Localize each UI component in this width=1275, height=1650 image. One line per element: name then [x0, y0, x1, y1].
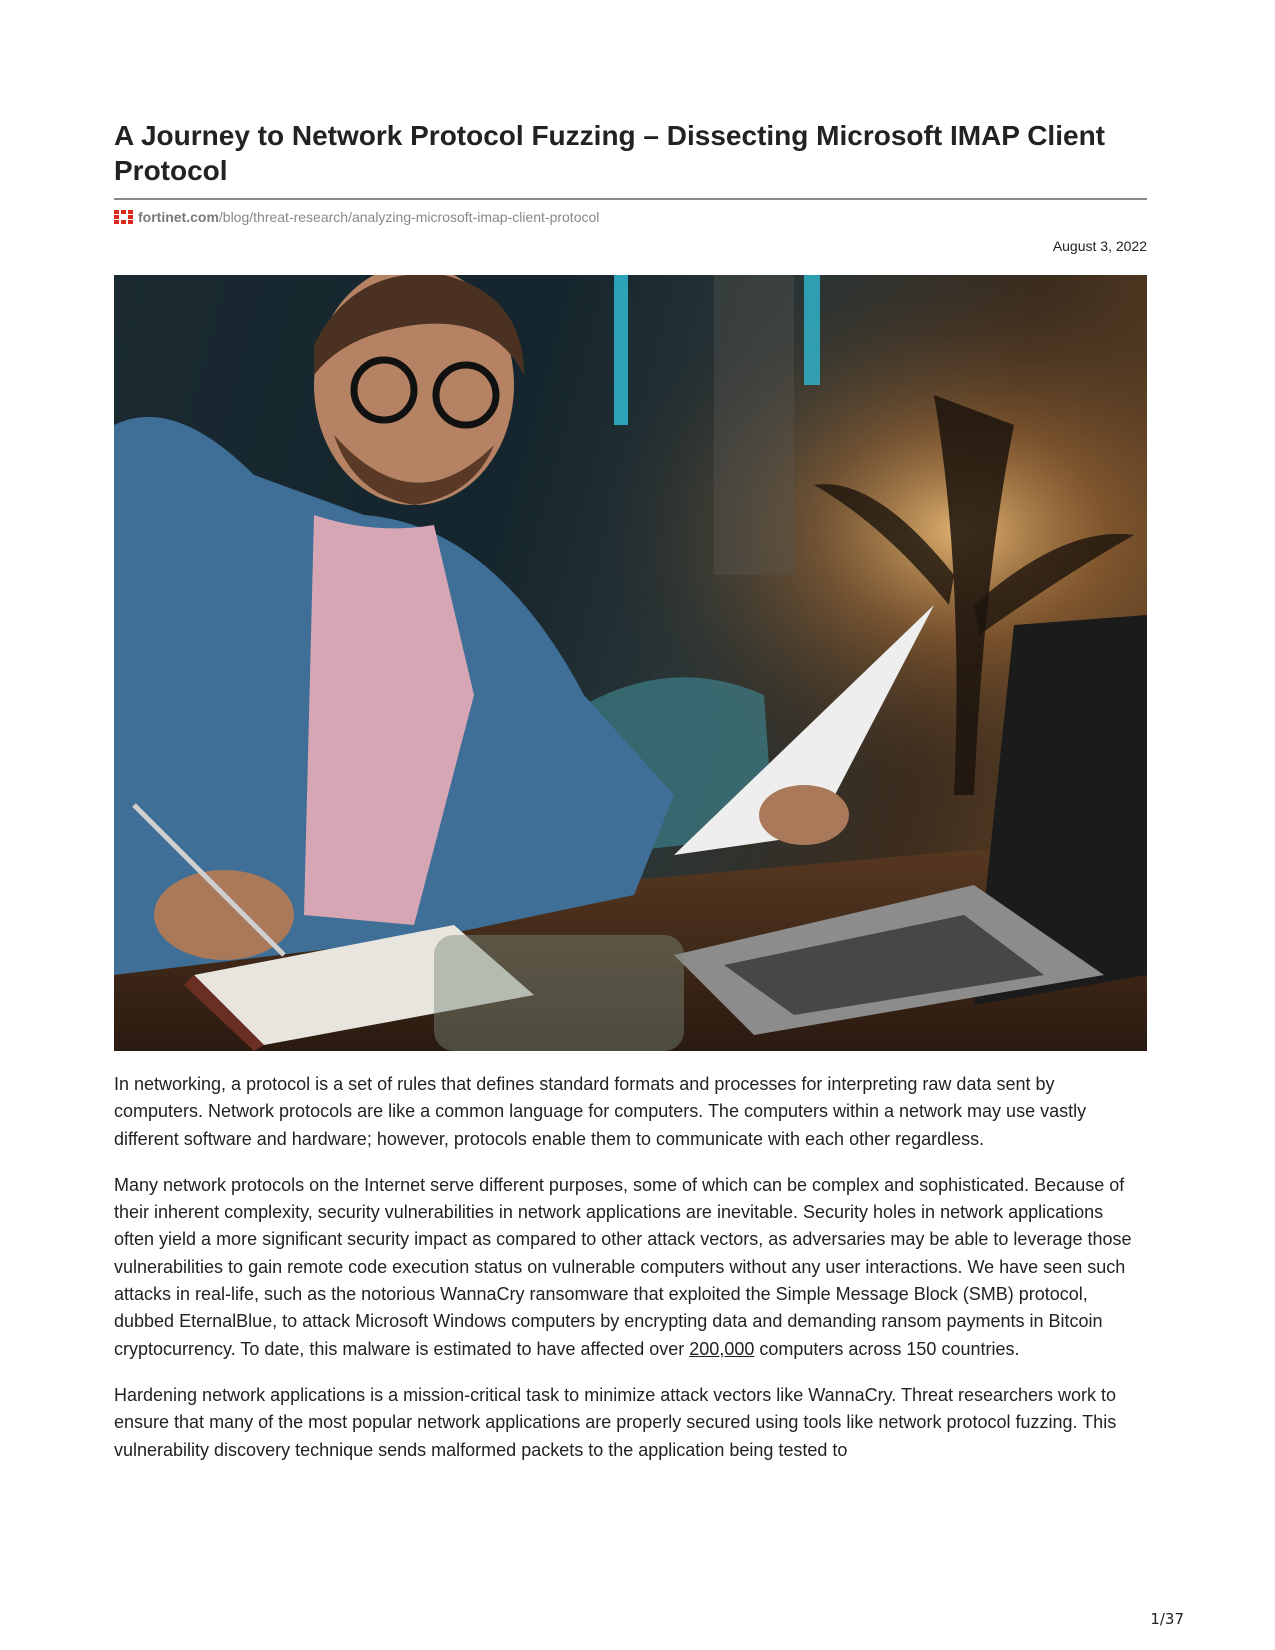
publish-date: August 3, 2022 [1052, 238, 1147, 254]
paragraph: In networking, a protocol is a set of rules that defines standard formats and processes for interpreting raw data sent by computers. Network protocols are like a common language for computers. The computers within a network may use vastly different software and hardware; however, protocols enable them to communicate with each other regardless. [114, 1074, 1087, 1149]
photo-man-reviewing-papers-at-laptop [114, 275, 1147, 1051]
paragraph [114, 1172, 1147, 1363]
article [114, 118, 1147, 1483]
page-number: 1/37 [1150, 1610, 1184, 1628]
fortinet-logo-icon [114, 210, 133, 224]
page-title: A Journey to Network Protocol Fuzzing – Dissecting Microsoft IMAP Client Protocol [114, 120, 1105, 186]
source-url[interactable] [114, 208, 1147, 225]
paragraph-text: Many network protocols on the Internet serve different purposes, some of which can be complex and sophisticated. Because of their inherent complexity, security vulnerabilities in network applications are inevitable. Security holes in network applications often yield a more significant security impact as compared to other attack vectors, as adversaries may be able to leverage those vulnerabilities to gain remote code execution status on vulnerable computers without any user interactions. We have seen such attacks in real-life, such as the notorious WannaCry ransomware that exploited the Simple Message Block (SMB) protocol, dubbed EternalBlue, to attack Microsoft Windows computers by encrypting data and demanding ransom payments in Bitcoin cryptocurrency. To date, this malware is estimated to have affected over [114, 1174, 1132, 1359]
source-domain: fortinet.com [138, 208, 219, 225]
title-divider [114, 198, 1147, 200]
paragraph-text: computers across 150 countries. [754, 1338, 1020, 1359]
hero-image [114, 275, 1147, 1051]
paragraph: Hardening network applications is a mission-critical task to minimize attack vectors like WannaCry. Threat researchers work to ensure that many of the most popular network applications are properly secured using tools like network protocol fuzzing. This vulnerability discovery technique sends malformed packets to the application being tested to [114, 1384, 1117, 1460]
affected-count-link[interactable]: 200,000 [689, 1338, 755, 1359]
source-path: /blog/threat-research/analyzing-microsoft-imap-client-protocol [218, 208, 600, 225]
article-body [114, 1071, 1147, 1464]
